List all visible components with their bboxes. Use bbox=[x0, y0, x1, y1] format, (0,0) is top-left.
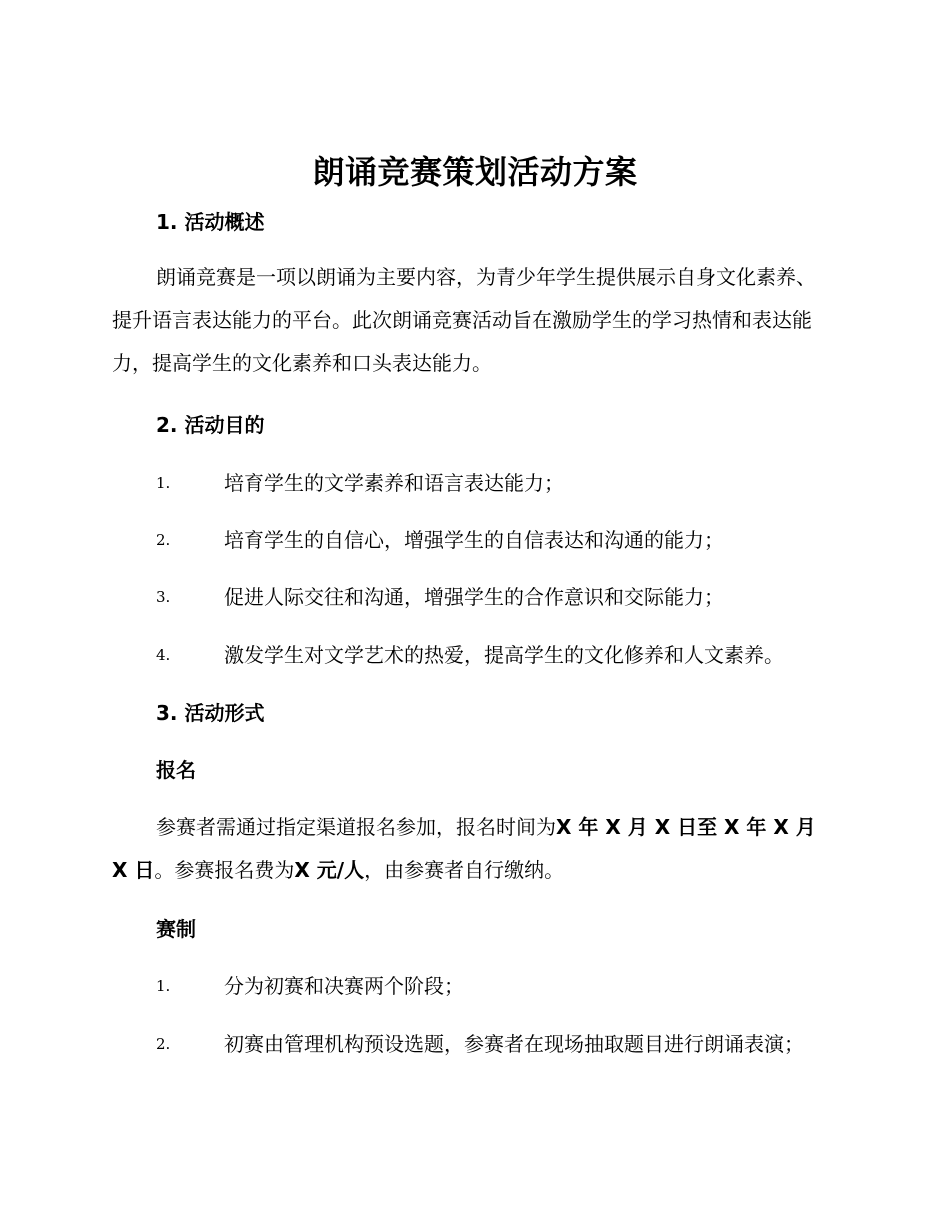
list-item-number: 2. bbox=[156, 1035, 171, 1053]
list-item bbox=[112, 462, 832, 505]
registration-fee: X 元/人 bbox=[294, 858, 365, 882]
section-3-heading: 3. 活动形式 bbox=[156, 701, 265, 725]
list-item bbox=[112, 1023, 832, 1066]
registration-text-1: 参赛者需通过指定渠道报名参加，报名时间为 bbox=[156, 815, 556, 839]
list-item bbox=[112, 965, 832, 1008]
list-item-number: 2. bbox=[156, 531, 171, 549]
list-item-number: 4. bbox=[156, 646, 171, 664]
document-title: 朗诵竞赛策划活动方案 bbox=[312, 153, 638, 191]
list-item-number: 1. bbox=[156, 474, 171, 492]
list-item-text: 培育学生的文学素养和语言表达能力； bbox=[224, 471, 564, 495]
list-item-text: 初赛由管理机构预设选题，参赛者在现场抽取题目进行朗诵表演； bbox=[224, 1032, 804, 1056]
section-1-heading: 1. 活动概述 bbox=[156, 210, 265, 234]
registration-text-3: ，由参赛者自行缴纳。 bbox=[364, 858, 565, 882]
list-item bbox=[112, 519, 832, 562]
registration-paragraph bbox=[112, 806, 832, 892]
list-item-number: 1. bbox=[156, 977, 171, 995]
list-item bbox=[112, 634, 832, 677]
list-item-text: 分为初赛和决赛两个阶段； bbox=[224, 974, 464, 998]
list-item-text: 激发学生对文学艺术的热爱，提高学生的文化修养和人文素养。 bbox=[224, 643, 784, 667]
list-item-text: 培育学生的自信心，增强学生的自信表达和沟通的能力； bbox=[224, 528, 724, 552]
registration-text-2: 。参赛报名费为 bbox=[154, 858, 295, 882]
subsection-format-heading: 赛制 bbox=[156, 917, 196, 941]
section-2-heading: 2. 活动目的 bbox=[156, 413, 265, 437]
list-item bbox=[112, 576, 832, 619]
subsection-registration-heading: 报名 bbox=[156, 758, 196, 782]
list-item-text: 促进人际交往和沟通，增强学生的合作意识和交际能力； bbox=[224, 585, 724, 609]
registration-period: X 年 X 月 X 日至 X 年 X 月 X 日 bbox=[112, 815, 816, 882]
list-item-number: 3. bbox=[156, 588, 171, 606]
section-1-paragraph: 朗诵竞赛是一项以朗诵为主要内容，为青少年学生提供展示自身文化素养、提升语言表达能力的平台。此次朗诵竞赛活动旨在激励学生的学习热情和表达能力，提高学生的文化素养和口头表达能力。 bbox=[112, 265, 816, 375]
